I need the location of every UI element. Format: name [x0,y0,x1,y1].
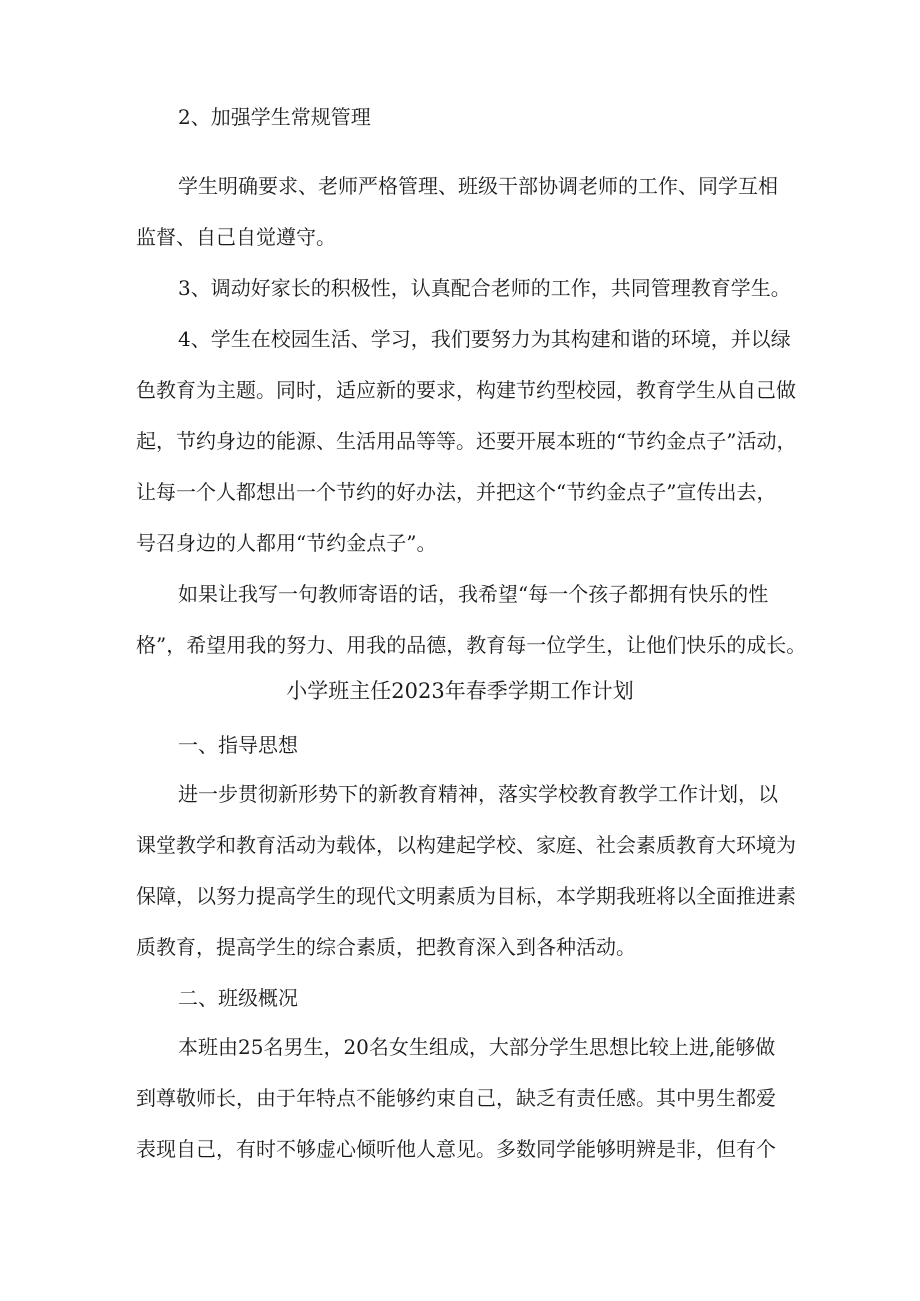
para1-line-4: 质教育，提高学生的综合素质，把教育深入到各种活动。 [136,935,636,959]
closing-line-2: 格”，希望用我的努力、用我的品德，教育每一位学生，让他们快乐的成长。 [136,633,807,657]
item4-line-5: 号召身边的人都用“节约金点子”。 [136,531,437,555]
heading-guiding-ideology: 一、指导思想 [178,733,298,757]
para2-line-2: 到尊敬师长，由于年特点不能够约束自己，缺乏有责任感。其中男生都爱 [136,1086,776,1110]
plan-title: 小学班主任2023年春季学期工作计划 [286,679,634,703]
item4-line-4: 让每一个人都想出一个节约的好办法，并把这个“节约金点子”宣传出去， [136,480,777,504]
para1-line-3: 保障，以努力提高学生的现代文明素质为目标，本学期我班将以全面推进素 [136,884,796,908]
item3-paragraph: 3、调动好家长的积极性，认真配合老师的工作，共同管理教育学生。 [178,276,791,300]
para2-line-3: 表现自己，有时不够虚心倾听他人意见。多数同学能够明辨是非，但有个 [136,1137,776,1161]
para1-line-1: 进一步贯彻新形势下的新教育精神，落实学校教育教学工作计划，以 [178,782,778,806]
para2-line-1: 本班由25名男生，20名女生组成，大部分学生思想比较上进,能够做 [178,1035,776,1059]
closing-line-1: 如果让我写一句教师寄语的话，我希望“每一个孩子都拥有快乐的性 [178,582,769,606]
item2-body-line-2: 监督、自己自觉遵守。 [136,225,336,249]
item4-line-2: 色教育为主题。同时，适应新的要求，构建节约型校园，教育学生从自己做 [136,378,796,402]
item2-body-line-1: 学生明确要求、老师严格管理、班级干部协调老师的工作、同学互相 [178,174,778,198]
para1-line-2: 课堂教学和教育活动为载体，以构建起学校、家庭、社会素质教育大环境为 [136,833,796,857]
item4-line-1: 4、学生在校园生活、学习，我们要努力为其构建和谐的环境，并以绿 [178,327,791,351]
heading-class-overview: 二、班级概况 [178,986,298,1010]
item4-line-3: 起，节约身边的能源、生活用品等等。还要开展本班的“节约金点子”活动， [136,429,797,453]
item2-heading: 2、加强学生常规管理 [178,105,371,129]
